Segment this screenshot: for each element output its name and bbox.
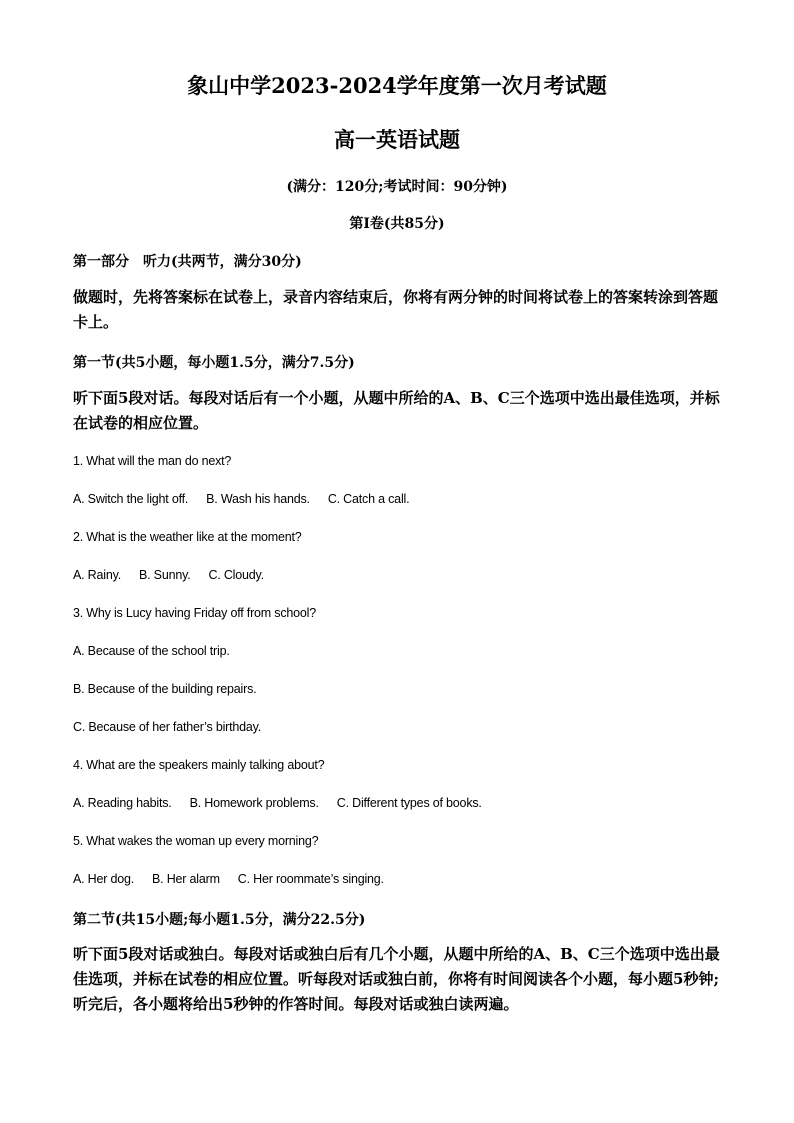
question-3-option-c: C. Because of her father’s birthday. [73, 720, 262, 734]
question-4-options [73, 796, 500, 810]
question-4-stem: 4. What are the speakers mainly talking about? [73, 758, 325, 772]
option-a: A. Rainy. [73, 568, 121, 582]
part1-heading: 第一部分 听力(共两节，满分30分) [73, 254, 302, 270]
question-3-option-a: A. Because of the school trip. [73, 644, 230, 658]
question-5-stem: 5. What wakes the woman up every morning? [73, 834, 319, 848]
section1-heading: 第一节(共5小题，每小题1.5分，满分7.5分) [73, 355, 355, 371]
option-b: B. Sunny. [139, 568, 191, 582]
question-1-stem: 1. What will the man do next? [73, 454, 232, 468]
score-time-info: (满分：120分;考试时间：90分钟) [286, 179, 508, 195]
question-3-stem: 3. Why is Lucy having Friday off from school? [73, 606, 316, 620]
option-b: B. Her alarm [152, 872, 220, 886]
question-2-options [73, 568, 282, 582]
question-2-stem: 2. What is the weather like at the moment? [73, 530, 302, 544]
option-a: A. Her dog. [73, 872, 135, 886]
option-a: A. Reading habits. [73, 796, 172, 810]
option-c: C. Cloudy. [208, 568, 264, 582]
school-exam-title: 象山中学2023-2024学年度第一次月考试题 [187, 73, 607, 98]
part1-instruction: 做题时，先将答案标在试卷上，录音内容结束后，你将有两分钟的时间将试卷上的答案转涂到答题卡上。 [73, 288, 719, 331]
question-5-options [73, 872, 402, 886]
option-c: C. Catch a call. [327, 492, 410, 506]
volume-heading: 第Ⅰ卷(共85分) [349, 216, 445, 232]
question-1-options [73, 492, 427, 506]
option-b: B. Wash his hands. [206, 492, 310, 506]
question-3-option-b: B. Because of the building repairs. [73, 682, 257, 696]
option-c: C. Her roommate’s singing. [237, 872, 384, 886]
option-b: B. Homework problems. [189, 796, 319, 810]
option-c: C. Different types of books. [336, 796, 482, 810]
option-a: A. Switch the light off. [73, 492, 189, 506]
section2-heading: 第二节(共15小题;每小题1.5分，满分22.5分) [73, 912, 366, 928]
section2-instruction: 听下面5段对话或独白。每段对话或独白后有几个小题，从题中所给的A、B、C三个选项中选出最佳选项，并标在试卷的相应位置。听每段对话或独白前，你将有时间阅读各个小题，每小题5秒钟;听完后，各小题将给出5秒钟的作答时间。每段对话或独白读两遍。 [73, 945, 720, 1013]
subject-title: 高一英语试题 [334, 127, 460, 152]
section1-instruction: 听下面5段对话。每段对话后有一个小题，从题中所给的A、B、C三个选项中选出最佳选项，并标在试卷的相应位置。 [73, 389, 720, 432]
